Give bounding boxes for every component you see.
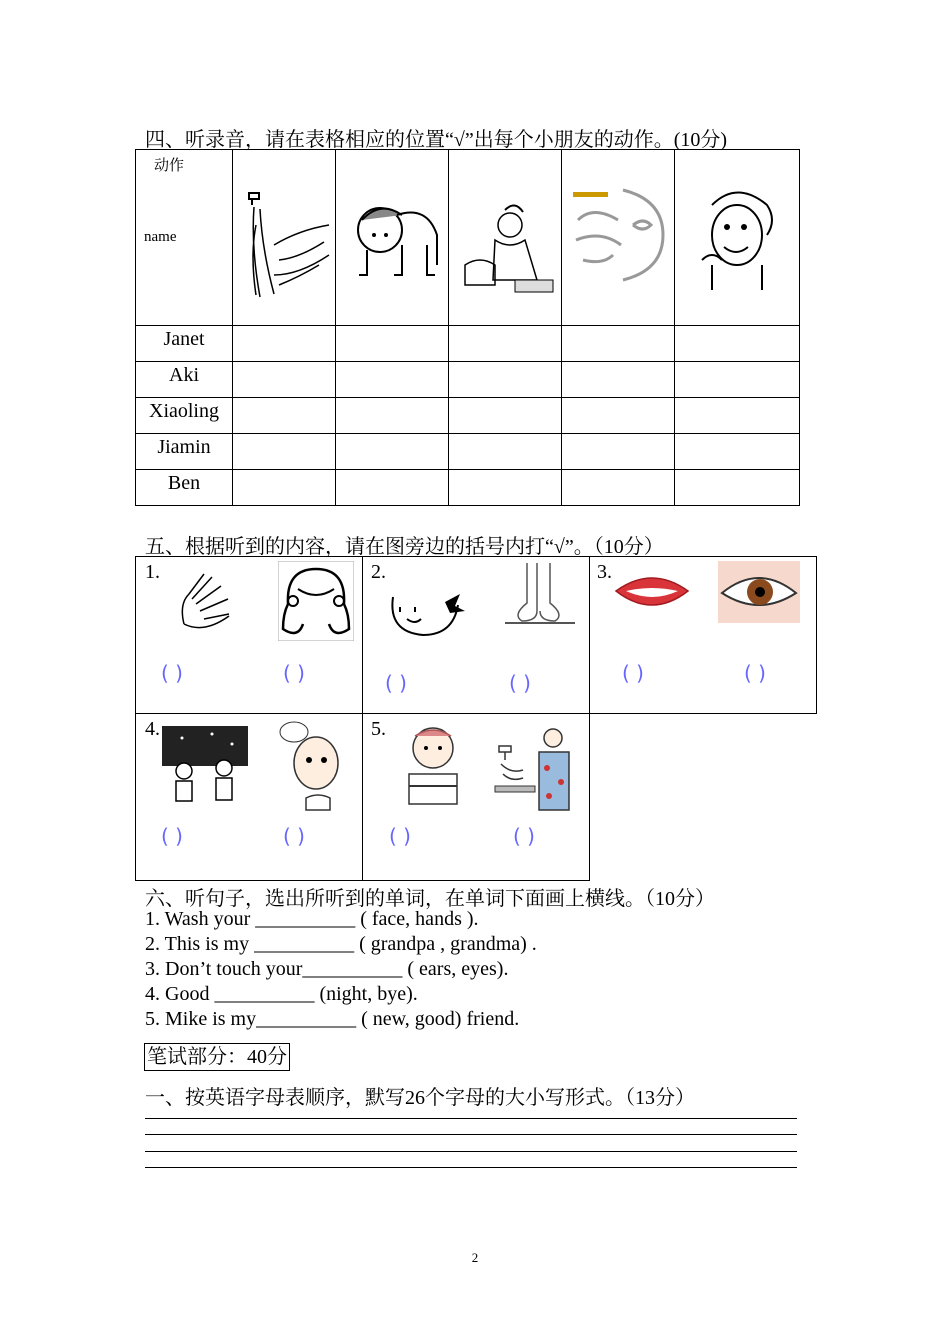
check-cell[interactable] (449, 362, 562, 398)
boy-arms-crossed-icon (399, 726, 469, 808)
writing-line[interactable] (145, 1134, 797, 1135)
check-cell[interactable] (233, 398, 336, 434)
check-cell[interactable] (233, 362, 336, 398)
sentence-2: 2. This is my __________ ( grandpa , grandma) . (145, 933, 537, 955)
check-cell[interactable] (562, 398, 675, 434)
name-cell-janet: Janet (136, 326, 233, 362)
writing-line[interactable] (145, 1151, 797, 1152)
girl-thinking-icon (276, 718, 348, 812)
sentence-5: 5. Mike is my__________ ( new, good) friend. (145, 1008, 520, 1030)
answer-paren[interactable]: ( ) (622, 661, 644, 685)
sentence-4: 4. Good __________ (night, bye). (145, 983, 418, 1005)
item-number: 1. (145, 561, 160, 583)
written-part-box: 笔试部分：40分 (144, 1043, 290, 1071)
item-number: 4. (145, 718, 160, 740)
item-number: 3. (597, 561, 612, 583)
check-cell[interactable] (233, 326, 336, 362)
item-number: 2. (371, 561, 386, 583)
name-cell-aki: Aki (136, 362, 233, 398)
night-children-icon (162, 726, 248, 802)
wash-hands-icon (234, 185, 334, 305)
touch-eye-icon (568, 180, 668, 300)
writing-line[interactable] (145, 1118, 797, 1119)
check-cell[interactable] (675, 362, 800, 398)
answer-paren[interactable]: ( ) (283, 824, 305, 848)
name-cell-xiaoling: Xiaoling (136, 398, 233, 434)
item-box-4 (135, 713, 363, 881)
answer-paren[interactable]: ( ) (283, 661, 305, 685)
check-cell[interactable] (233, 434, 336, 470)
touch-head-icon (682, 185, 792, 305)
sentence-3: 3. Don’t touch your__________ ( ears, eyes). (145, 958, 509, 980)
writing-line[interactable] (145, 1167, 797, 1168)
header-left-label: name (144, 229, 177, 245)
hand-icon (174, 569, 234, 631)
header-corner-cell (136, 150, 233, 326)
check-cell[interactable] (562, 434, 675, 470)
answer-paren[interactable]: ( ) (161, 661, 183, 685)
check-cell[interactable] (336, 398, 449, 434)
check-cell[interactable] (675, 434, 800, 470)
check-cell[interactable] (449, 326, 562, 362)
answer-paren[interactable]: ( ) (513, 824, 535, 848)
feet-icon (505, 563, 575, 625)
check-cell[interactable] (562, 326, 675, 362)
sentence-1: 1. Wash your __________ ( face, hands ). (145, 908, 479, 930)
answer-paren[interactable]: ( ) (385, 671, 407, 695)
check-cell[interactable] (562, 470, 675, 506)
answer-paren[interactable]: ( ) (389, 824, 411, 848)
item-box-1 (135, 556, 363, 714)
page-number: 2 (471, 1250, 479, 1265)
bend-touch-toes-icon (342, 185, 442, 305)
section6-title: 六、听句子，选出所听到的单词，在单词下面画上横线。（10分） (145, 888, 715, 910)
check-cell[interactable] (336, 362, 449, 398)
check-cell[interactable] (675, 326, 800, 362)
eye-icon (718, 561, 800, 623)
check-cell[interactable] (336, 434, 449, 470)
name-cell-jiamin: Jiamin (136, 434, 233, 470)
check-cell[interactable] (562, 362, 675, 398)
action-table (135, 149, 800, 506)
check-cell[interactable] (449, 398, 562, 434)
check-cell[interactable] (336, 470, 449, 506)
child-brushing-icon (455, 185, 555, 305)
answer-paren[interactable]: ( ) (161, 824, 183, 848)
check-cell[interactable] (449, 470, 562, 506)
action-cell-5 (675, 150, 800, 326)
action-cell-4 (562, 150, 675, 326)
check-cell[interactable] (336, 326, 449, 362)
hair-icon (278, 561, 354, 641)
check-cell[interactable] (449, 434, 562, 470)
mouth-icon (612, 571, 692, 613)
item-box-5 (362, 713, 590, 881)
action-cell-1 (233, 150, 336, 326)
written-q1-title: 一、按英语字母表顺序，默写26个字母的大小写形式。（13分） (145, 1087, 695, 1109)
action-cell-3 (449, 150, 562, 326)
section5-title: 五、根据听到的内容，请在图旁边的括号内打“√”。（10分） (145, 536, 664, 558)
header-top-label: 动作 (154, 158, 185, 174)
name-cell-ben: Ben (136, 470, 233, 506)
action-cell-2 (336, 150, 449, 326)
section4-title: 四、听录音，请在表格相应的位置“√”出每个小朋友的动作。(10分) (145, 129, 728, 151)
check-cell[interactable] (675, 398, 800, 434)
item-box-2 (362, 556, 590, 714)
answer-paren[interactable]: ( ) (744, 661, 766, 685)
check-cell[interactable] (233, 470, 336, 506)
washing-hands-icon (493, 724, 575, 816)
item-number: 5. (371, 718, 386, 740)
answer-paren[interactable]: ( ) (509, 671, 531, 695)
check-cell[interactable] (675, 470, 800, 506)
face-icon (385, 577, 471, 639)
item-box-3 (589, 556, 817, 714)
